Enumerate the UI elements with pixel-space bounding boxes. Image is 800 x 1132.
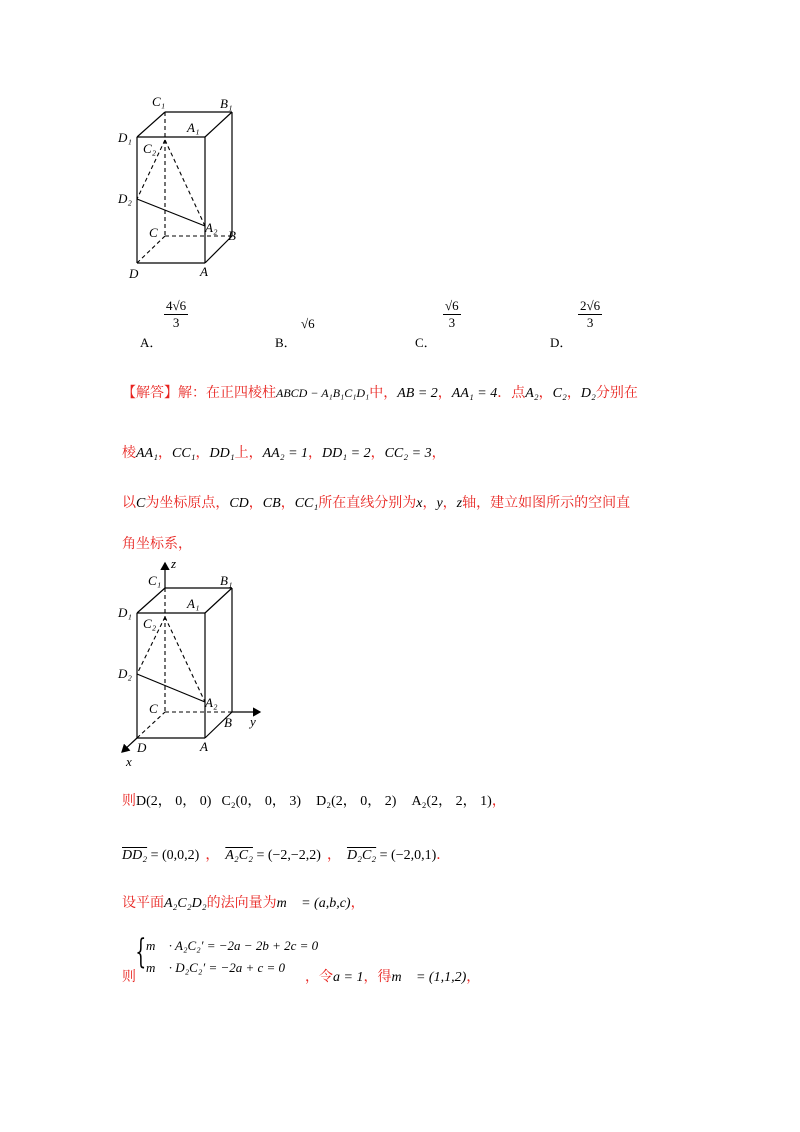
- label-C2: C₂: [143, 616, 157, 631]
- axis-label-z: z: [171, 556, 177, 571]
- solution-line-2: 棱AA₁，CC₁，DD₁上，AA₂ = 1，DD₁ = 2，CC₂ = 3，: [122, 445, 446, 461]
- left-brace: {: [135, 932, 147, 972]
- vector-DD2: DD₂: [122, 848, 148, 863]
- point-C2: C₂(0， 0， 3): [221, 794, 301, 809]
- equation-2: m⃗ · D₂C₂′ = −2a + c = 0: [146, 960, 286, 975]
- solution-line-3: 以C为坐标原点，CD，CB，CC₁所在直线分别为x，y，z轴，建立如图所示的空间直: [122, 495, 631, 511]
- label-D2: D₂: [118, 666, 132, 681]
- axis-label-y: y: [250, 714, 256, 729]
- vectors-line: DD₂ = (0,0,2) ， A₂C₂ = (−2,−2,2) ， D₂C₂ = (−2,0,1)．: [122, 847, 451, 863]
- label-C1: C₁: [148, 573, 162, 588]
- label-A2: A₂: [205, 220, 218, 235]
- label-C: C: [149, 701, 158, 716]
- prism-figure-1: [110, 90, 260, 285]
- prism-figure-2-with-axes: [110, 555, 280, 770]
- label-C: C: [149, 225, 158, 240]
- point-A2: A₂(2， 2， 1): [411, 794, 492, 809]
- label-A1: A₁: [187, 120, 200, 135]
- point-D: D(2， 0， 0): [136, 794, 212, 809]
- label-B: B: [228, 228, 236, 243]
- label-A: A: [200, 739, 208, 754]
- label-B: B: [224, 715, 232, 730]
- label-D: D: [129, 266, 139, 281]
- label-A: A: [200, 264, 208, 279]
- point-D2: D₂(2， 0， 2): [316, 794, 397, 809]
- solution-line-4: 角坐标系，: [122, 536, 192, 552]
- label-C2: C₂: [143, 141, 157, 156]
- axis-label-x: x: [126, 754, 132, 769]
- solution-line-1: 【解答】解：在正四棱柱ABCD − A₁B₁C₁D₁中，AB = 2，AA₁ = 4．点A₂，C₂，D₂分别在: [122, 385, 638, 401]
- label-D1: D₁: [118, 605, 132, 620]
- label-D2: D₂: [118, 191, 132, 206]
- label-A1: A₁: [187, 596, 200, 611]
- plane-normal-line: 设平面A₂C₂D₂的法向量为m⃗ = (a,b,c)，: [122, 895, 365, 911]
- label-D: D: [137, 740, 147, 755]
- equation-system: 则 { m⃗ · A₂C₂′ = −2a − 2b + 2c = 0 m⃗ · D₂C₂′ = −2a + c = 0 ，令a = 1，得m⃗ = (1,1,2)，: [122, 932, 481, 985]
- vector-A2C2: A₂C₂: [225, 848, 253, 863]
- label-A2: A₂: [205, 695, 218, 710]
- coordinates-line: 则D(2， 0， 0) C₂(0， 0， 3) D₂(2， 0， 2) A₂(2， 2， 1)，: [122, 793, 506, 809]
- label-B1: B₁: [220, 96, 233, 111]
- equation-1: m⃗ · A₂C₂′ = −2a − 2b + 2c = 0: [146, 938, 319, 953]
- label-D1: D₁: [118, 130, 132, 145]
- option-d-fraction: $\frac{2√6}{3}$: [580, 298, 601, 330]
- label-B1: B₁: [220, 573, 233, 588]
- option-a-fraction: $\frac{4√6}{3}$: [166, 298, 187, 330]
- vector-D2C2: D₂C₂: [346, 848, 377, 863]
- label-C1: C₁: [152, 94, 166, 109]
- option-c-fraction: $\frac{√6}{3}$: [445, 298, 459, 330]
